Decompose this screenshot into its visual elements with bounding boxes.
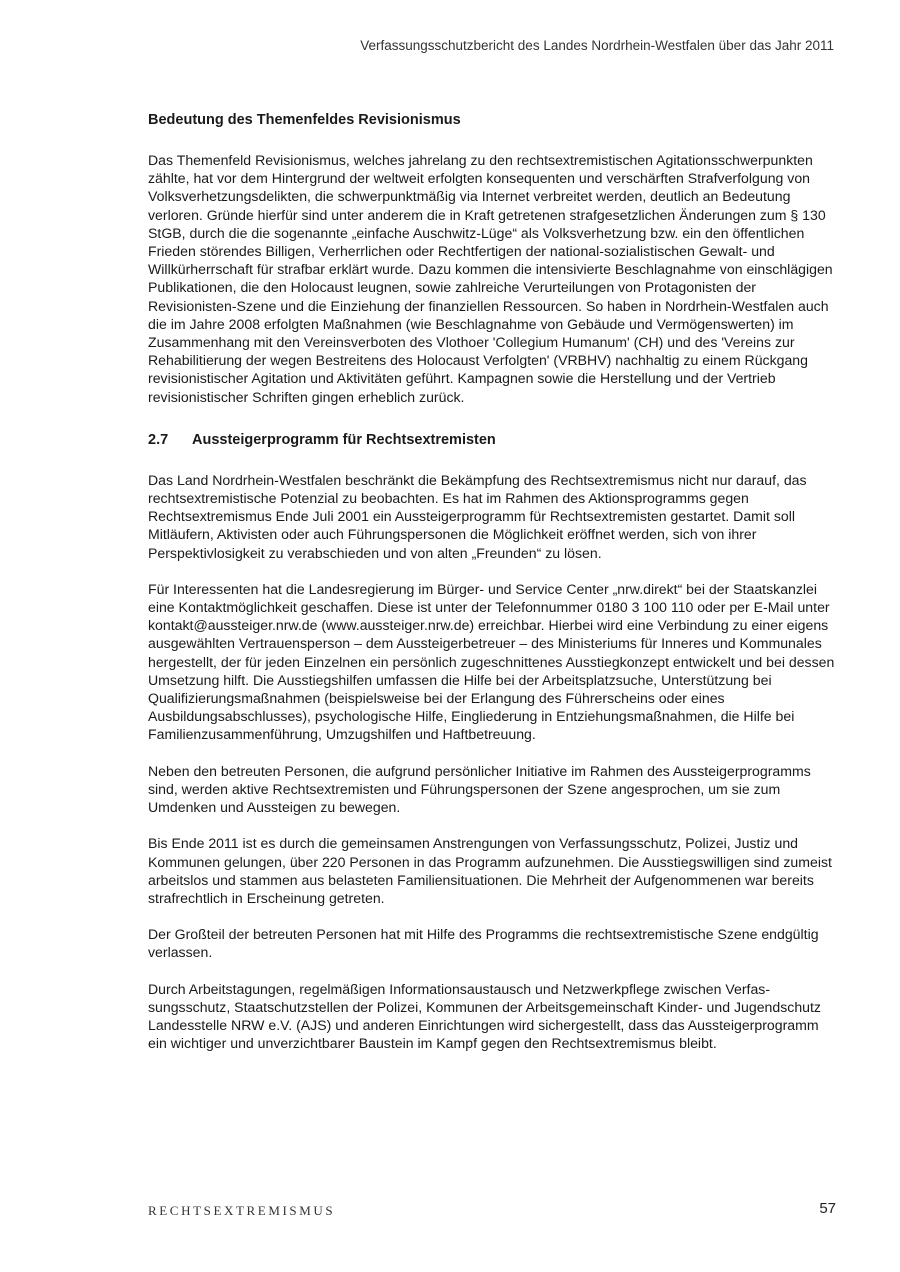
section-heading (148, 432, 838, 448)
paragraph: Für Interessenten hat die Landesregierung im Bürger- und Service Center „nrw.direkt“ bei der Staatskanzlei eine Kontaktmöglichkeit geschaffen. Diese ist unter der Telefonnummer 0180 3 100 110 oder per E-Mail unter kontakt@aussteiger.nrw.de (www.aussteiger.nrw.de) erreichbar. Hierbei wird eine Verbindung zu einer eigens ausgewählten Vertrauensperson – dem Aussteigerbetreuer – des Ministeriums für Inneres und Kommunales hergestellt, der für jeden Einzelnen ein persönlich zugeschnittenes Ausstiegkonzept entwickelt und bei dessen Umsetzung hilft. Die Ausstiegshilfen umfassen die Hilfe bei der Arbeitsplatzsuche, Unterstützung bei Qualifizierungsmaßnahmen (beispielsweise bei der Erlangung des Führerscheins oder eines Ausbildungsabschlusses), psychologische Hilfe, Eingliederung in Entziehungsmaßnahmen, die Hilfe bei Familienzusammenführung, Umzugshilfen und Haftbetreuung. (148, 580, 835, 743)
page-body (148, 112, 838, 1070)
paragraph: Neben den betreuten Personen, die aufgrund persönlicher Initiative im Rahmen des Aussteigerprogramms sind, werden aktive Rechtsextremisten und Führungspersonen der Szene angesprochen, um sie zum Umdenken und Aussteigen zu bewegen. (148, 762, 811, 816)
section-number: 2.7 (148, 431, 169, 448)
subheading-revisionismus: Bedeutung des Themenfeldes Revisionismus (148, 112, 461, 128)
paragraph: Bis Ende 2011 ist es durch die gemeinsamen Anstrengungen von Verfassungsschutz, Polizei, Justiz und Kommunen gelungen, über 220 Personen in das Programm aufzunehmen. Die Ausstiegswilligen sind zumeist arbeitslos und stammen aus belasteten Familiensituationen. Die Mehrheit der Aufgenommenen war bereits strafrechtlich in Erscheinung getreten. (148, 835, 832, 906)
paragraph-revisionismus: Das Themenfeld Revisionismus, welches jahrelang zu den rechtsextremistischen Agitationsschwerpunkten zählte, hat vor dem Hintergrund der weltweit erfolgten konsequenten und verschärften Strafverfolgung von Volksverhetzungsdelikten, die schwerpunktmäßig via Internet verbreitet werden, deutlich an Bedeutung verloren. Gründe hierfür sind unter anderem die in Kraft getretenen strafgesetzlichen Änderungen zum § 130 StGB, durch die die sogenannte „einfache Auschwitz-Lüge“ als Volksverhetzung bzw. ein den öffentlichen Frieden störendes Billigen, Verherrlichen oder Rechtfertigen der national-sozialistischen Gewalt- und Willkürherrschaft für strafbar erklärt wurde. Dazu kommen die intensivierte Beschlagnahme von einschlägigen Publikationen, die den Holocaust leugnen, sowie zahlreiche Verurteilungen von Protagonisten der Revisionisten-Szene und die Einziehung der finanziellen Ressourcen. So haben in Nordrhein-Westfalen auch die im Jahre 2008 erfolgten Maßnahmen (wie Beschlagnahme von Gebäude und Vermögenswerten) im Zusammenhang mit den Vereinsverboten des Vlothoer 'Collegium Humanum' (CH) und des 'Vereins zur Rehabilitierung der wegen Bestreitens des Holocaust Verfolgten' (VRBHV) nachhaltig zu einem Rückgang revisionistischer Agitation und Aktivitäten geführt. Kampagnen sowie die Herstellung und der Vertrieb revisionistischer Schriften gingen erheblich zurück. (148, 152, 833, 405)
paragraph: Das Land Nordrhein-Westfalen beschränkt die Bekämpfung des Rechtsextremismus nicht nur darauf, das rechtsextremistische Potenzial zu beobachten. Es hat im Rahmen des Aktionsprogramms gegen Rechtsextremismus Ende Juli 2001 ein Aussteigerprogramm für Rechtsextremisten gestartet. Damit soll Mitläufern, Aktivisten oder auch Führungspersonen die Möglichkeit eröffnet werden, sich von ihrer Perspektivlosigkeit zu verabschieden und von alten „Freunden“ zu lösen. (148, 471, 807, 561)
paragraph: Der Großteil der betreuten Personen hat mit Hilfe des Programms die rechtsextremistische Szene endgültig verlassen. (148, 926, 819, 961)
footer-chapter-label: RECHTSEXTREMISMUS (148, 1203, 336, 1218)
page-number: 57 (819, 1200, 836, 1217)
paragraph: Durch Arbeitstagungen, regelmäßigen Informationsaustausch und Netzwerkpflege zwischen Verfassungsschutz, Staatschutzstellen der Polizei, Kommunen der Arbeitsgemeinschaft Kinder- und Jugendschutz Landesstelle NRW e.V. (AJS) und anderen Einrichtungen wird sichergestellt, dass das Aussteigerprogramm ein wichtiger und unverzichtbarer Baustein im Kampf gegen den Rechtsextremismus bleibt. (148, 980, 821, 1052)
section-title: Aussteigerprogramm für Rechtsextremisten (192, 431, 496, 448)
running-header: Verfassungsschutzbericht des Landes Nordrhein-Westfalen über das Jahr 2011 (360, 38, 834, 53)
